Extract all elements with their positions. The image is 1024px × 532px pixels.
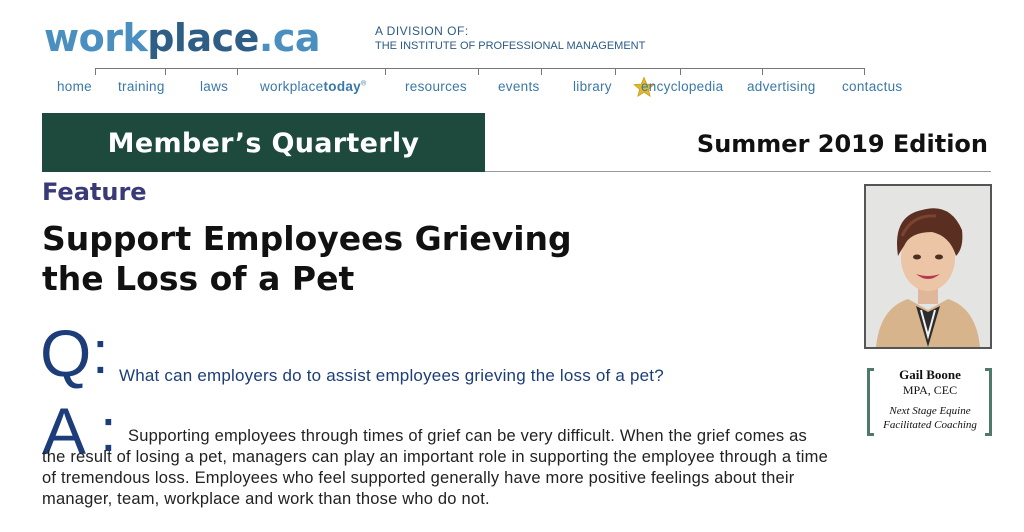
nav-resources[interactable]: resources [405, 79, 467, 94]
headline-line-1: Support Employees Grieving [42, 219, 572, 258]
answer-colon: : [100, 397, 117, 464]
section-label: Feature [42, 178, 147, 206]
nav-advertising[interactable]: advertising [747, 79, 816, 94]
nav-tick [680, 68, 681, 75]
nav-contact[interactable]: contactus [842, 79, 903, 94]
author-org-line-1: Next Stage Equine [889, 405, 971, 417]
division-notice [375, 24, 645, 54]
nav-home[interactable]: home [57, 79, 92, 94]
author-org-line-2: Facilitated Coaching [883, 419, 977, 431]
nav-encyclopedia[interactable]: encyclopedia [641, 79, 724, 94]
answer-text: Supporting employees through times of grief can be very difficult. When the grief comes as the result of losing a pet, managers can play an important role in supporting the employee through a time of tremendous loss. Employees who feel supported generally have more positive feelings about their manager, team, workplace and work than those who do not. [42, 427, 828, 508]
nav-tick [541, 68, 542, 75]
division-label: A DIVISION OF: [375, 24, 469, 38]
question-colon: : [92, 319, 109, 386]
nav-training[interactable]: training [118, 79, 165, 94]
nav-tick [762, 68, 763, 75]
registered-mark: ® [361, 80, 367, 88]
nav-laws[interactable]: laws [200, 79, 229, 94]
nav-tick [478, 68, 479, 75]
question-text: What can employers do to assist employees grieving the loss of a pet? [119, 366, 664, 385]
logo-part-ca: .ca [258, 16, 321, 60]
nav-tick [864, 68, 865, 75]
author-card [874, 367, 986, 432]
article-headline [42, 219, 662, 299]
nav-tick [165, 68, 166, 75]
logo-part-work: work [44, 16, 148, 60]
division-org: THE INSTITUTE OF PROFESSIONAL MANAGEMENT [375, 40, 646, 52]
logo-part-place: place [147, 16, 259, 60]
site-logo[interactable] [44, 14, 320, 62]
nav-library[interactable]: library [573, 79, 612, 94]
nav-tick [237, 68, 238, 75]
nav-workplace-prefix: workplace [260, 79, 324, 94]
edition-label: Summer 2019 Edition [696, 130, 988, 158]
author-photo [864, 184, 992, 349]
nav-tick [385, 68, 386, 75]
author-portrait-image [866, 186, 990, 347]
answer-letter: A [42, 394, 87, 468]
publication-title: Member’s Quarterly [107, 128, 420, 159]
nav-tick [95, 68, 96, 75]
headline-line-2: the Loss of a Pet [42, 259, 355, 298]
author-card-bracket-right [985, 368, 992, 436]
author-organization [874, 404, 986, 432]
nav-workplace-bold: today [323, 79, 361, 94]
nav-events[interactable]: events [498, 79, 540, 94]
question-letter: Q [40, 316, 92, 390]
banner-rule [485, 171, 991, 172]
author-name: Gail Boone [899, 367, 961, 382]
author-credentials: MPA, CEC [902, 383, 958, 397]
nav-rule [95, 68, 865, 69]
nav-workplacetoday[interactable] [260, 79, 366, 94]
author-card-bracket-left [867, 368, 874, 436]
nav-tick [615, 68, 616, 75]
